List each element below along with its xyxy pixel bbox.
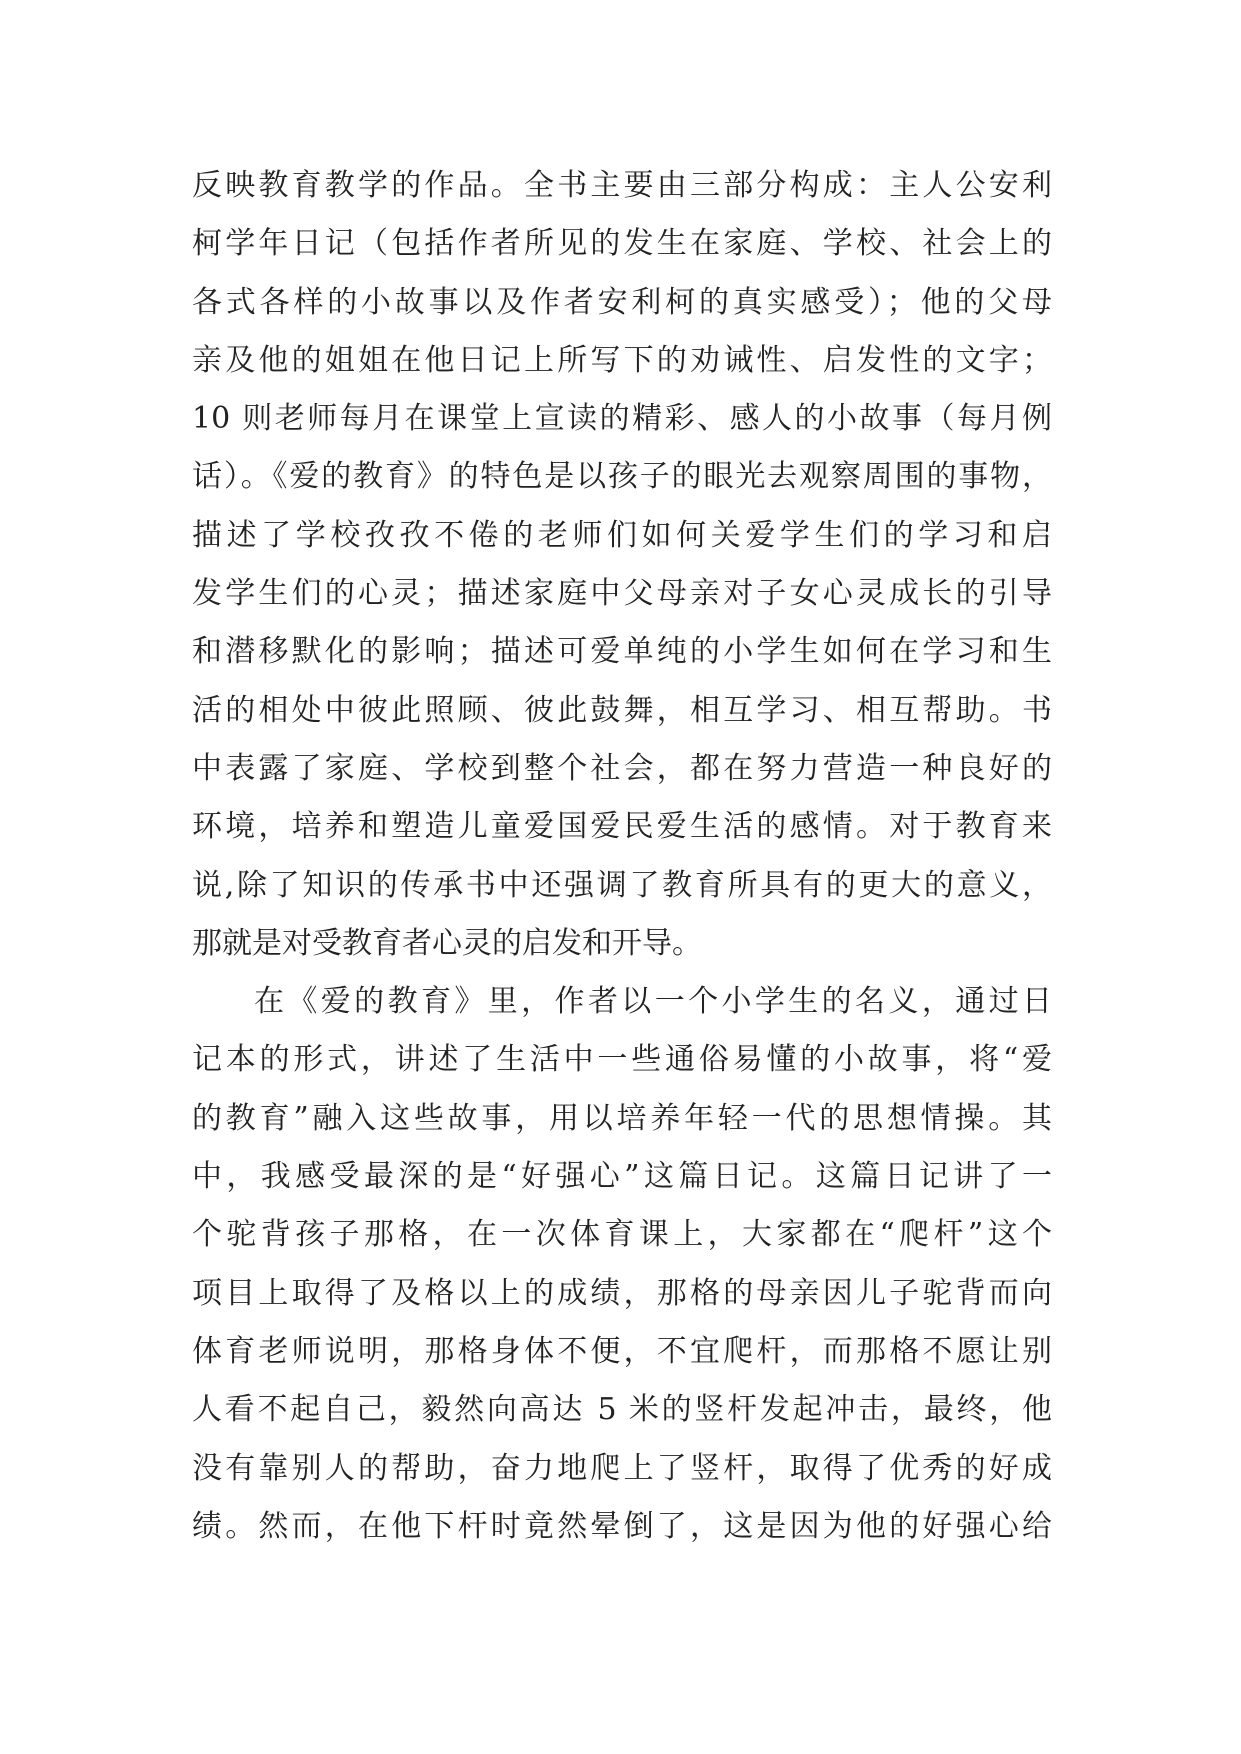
text-line: 活的相处中彼此照顾、彼此鼓舞，相互学习、相互帮助。书: [192, 692, 1052, 728]
text-line: 记本的形式，讲述了生活中一些通俗易懂的小故事，将“爱: [192, 1042, 1052, 1078]
text-line: 个驼背孩子那格，在一次体育课上，大家都在“爬杆”这个: [192, 1217, 1052, 1253]
text-line: 项目上取得了及格以上的成绩，那格的母亲因儿子驼背而向: [192, 1275, 1052, 1311]
text-line: 中，我感受最深的是“好强心”这篇日记。这篇日记讲了一: [192, 1159, 1052, 1195]
text-line: 环境，培养和塑造儿童爱国爱民爱生活的感情。对于教育来: [192, 809, 1052, 845]
text-line: 描述了学校孜孜不倦的老师们如何关爱学生们的学习和启: [192, 517, 1052, 553]
body-text: [192, 157, 1052, 1556]
text-line: 和潜移默化的影响；描述可爱单纯的小学生如何在学习和生: [192, 634, 1052, 670]
text-line: 发学生们的心灵；描述家庭中父母亲对子女心灵成长的引导: [192, 576, 1052, 612]
paragraph-end-line: 那就是对受教育者心灵的启发和开导。: [192, 925, 702, 961]
text-line: 各式各样的小故事以及作者安利柯的真实感受）；他的父母: [192, 284, 1052, 320]
text-line: 话）。《爱的教育》的特色是以孩子的眼光去观察周围的事物，: [192, 459, 1052, 495]
text-line: 反映教育教学的作品。全书主要由三部分构成：主人公安利: [192, 168, 1052, 203]
text-line: 体育老师说明，那格身体不便，不宜爬杆，而那格不愿让别: [192, 1333, 1052, 1369]
text-line: 的教育”融入这些故事，用以培养年轻一代的思想情操。其: [192, 1100, 1052, 1136]
text-line: 没有靠别人的帮助，奋力地爬上了竖杆，取得了优秀的好成: [192, 1450, 1052, 1486]
text-line: 绩。然而，在他下杆时竟然晕倒了，这是因为他的好强心给: [192, 1508, 1052, 1544]
text-line: 柯学年日记（包括作者所见的发生在家庭、学校、社会上的: [192, 226, 1052, 262]
text-line: 人看不起自己，毅然向高达 5 米的竖杆发起冲击，最终，他: [192, 1392, 1052, 1428]
text-line: 说,除了知识的传承书中还强调了教育所具有的更大的意义，: [192, 867, 1052, 903]
text-line: 亲及他的姐姐在他日记上所写下的劝诫性、启发性的文字；: [192, 342, 1052, 378]
text-line: 中表露了家庭、学校到整个社会，都在努力营造一种良好的: [192, 750, 1052, 786]
paragraph-start-line: 在《爱的教育》里，作者以一个小学生的名义，通过日: [254, 984, 1052, 1020]
text-line: 10 则老师每月在课堂上宣读的精彩、感人的小故事（每月例: [192, 401, 1052, 437]
